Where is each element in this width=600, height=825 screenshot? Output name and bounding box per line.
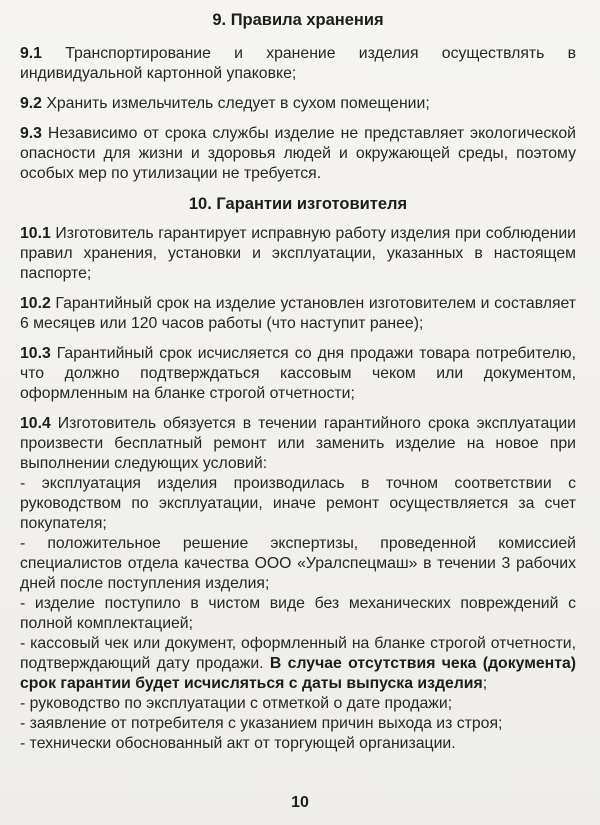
clause-text: Изготовитель гарантирует исправную работу изделия при соблюдении правил хранения, установки и эксплуатации, указанных в настоящем паспорте; <box>20 225 576 282</box>
page-number: 10 <box>291 794 309 811</box>
section-title-manufacturer-warranty: 10. Гарантии изготовителя <box>188 195 408 213</box>
clause-10-1 <box>20 224 576 284</box>
receipt-item-text: - кассовый чек или документ, оформленный на бланке строгой отчетности, подтверждающий дату продажи. <box>20 635 576 672</box>
clause-text: Хранить измельчитель следует в сухом помещении; <box>46 95 430 112</box>
list-item: - эксплуатация изделия производилась в точном соответствии с руководством по эксплуатации, иначе ремонт осуществляется за счет покупателя; <box>20 475 576 532</box>
clause-number: 10.4 <box>20 415 51 432</box>
section-storage-rules <box>20 44 576 184</box>
clause-10-3 <box>20 344 576 404</box>
clause-10-2 <box>20 294 576 334</box>
list-item: - изделие поступило в чистом виде без механических повреждений с полной комплектацией; <box>20 595 576 632</box>
clause-9-1 <box>20 44 576 84</box>
list-item: - руководство по эксплуатации с отметкой о дате продажи; <box>20 695 453 712</box>
clause-9-2 <box>20 94 576 114</box>
clause-number: 10.2 <box>20 295 51 312</box>
clause-number: 9.3 <box>20 125 42 142</box>
clause-text: Гарантийный срок на изделие установлен изготовителем и составляет 6 месяцев или 120 часов работы (что наступит ранее); <box>20 295 576 332</box>
clause-10-4 <box>20 414 576 754</box>
clause-number: 10.3 <box>20 345 51 362</box>
clause-number: 10.1 <box>20 225 51 242</box>
clause-number: 9.2 <box>20 95 42 112</box>
receipt-item-end: ; <box>482 675 488 692</box>
clause-text: Изготовитель обязуется в течении гарантийного срока эксплуатации произвести бесплатный ремонт или заменить изделие на новое при выполнении следующих условий: <box>20 415 577 472</box>
clause-9-3 <box>20 124 576 184</box>
section-manufacturer-warranty <box>20 224 576 754</box>
clause-10-4-intro <box>20 414 576 474</box>
list-item-receipt <box>20 634 576 694</box>
clause-number: 9.1 <box>20 45 42 62</box>
receipt-bold-note: В случае отсутствия чека (документа) срок гарантии будет исчисляться с даты выпуска изделия <box>20 655 576 692</box>
list-item: - положительное решение экспертизы, проведенной комиссией специалистов отдела качества ООО «Уралспецмаш» в течении 3 рабочих дней после поступления изделия; <box>20 535 576 592</box>
list-item: - технически обоснованный акт от торгующей организации. <box>20 735 456 752</box>
clause-text: Транспортирование и хранение изделия осуществлять в индивидуальной картонной упаковке; <box>20 45 577 82</box>
section-title-storage-rules: 9. Правила хранения <box>212 11 384 29</box>
clause-text: Гарантийный срок исчисляется со дня продажи товара потребителю, что должно подтверждаться кассовым чеком или документом, оформленным на бланке строгой отчетности; <box>20 345 576 402</box>
clause-text: Независимо от срока службы изделие не представляет экологической опасности для жизни и здоровья людей и окружающей среды, поэтому особых мер по утилизации не требуется. <box>20 125 577 182</box>
list-item: - заявление от потребителя с указанием причин выхода из строя; <box>20 715 503 732</box>
